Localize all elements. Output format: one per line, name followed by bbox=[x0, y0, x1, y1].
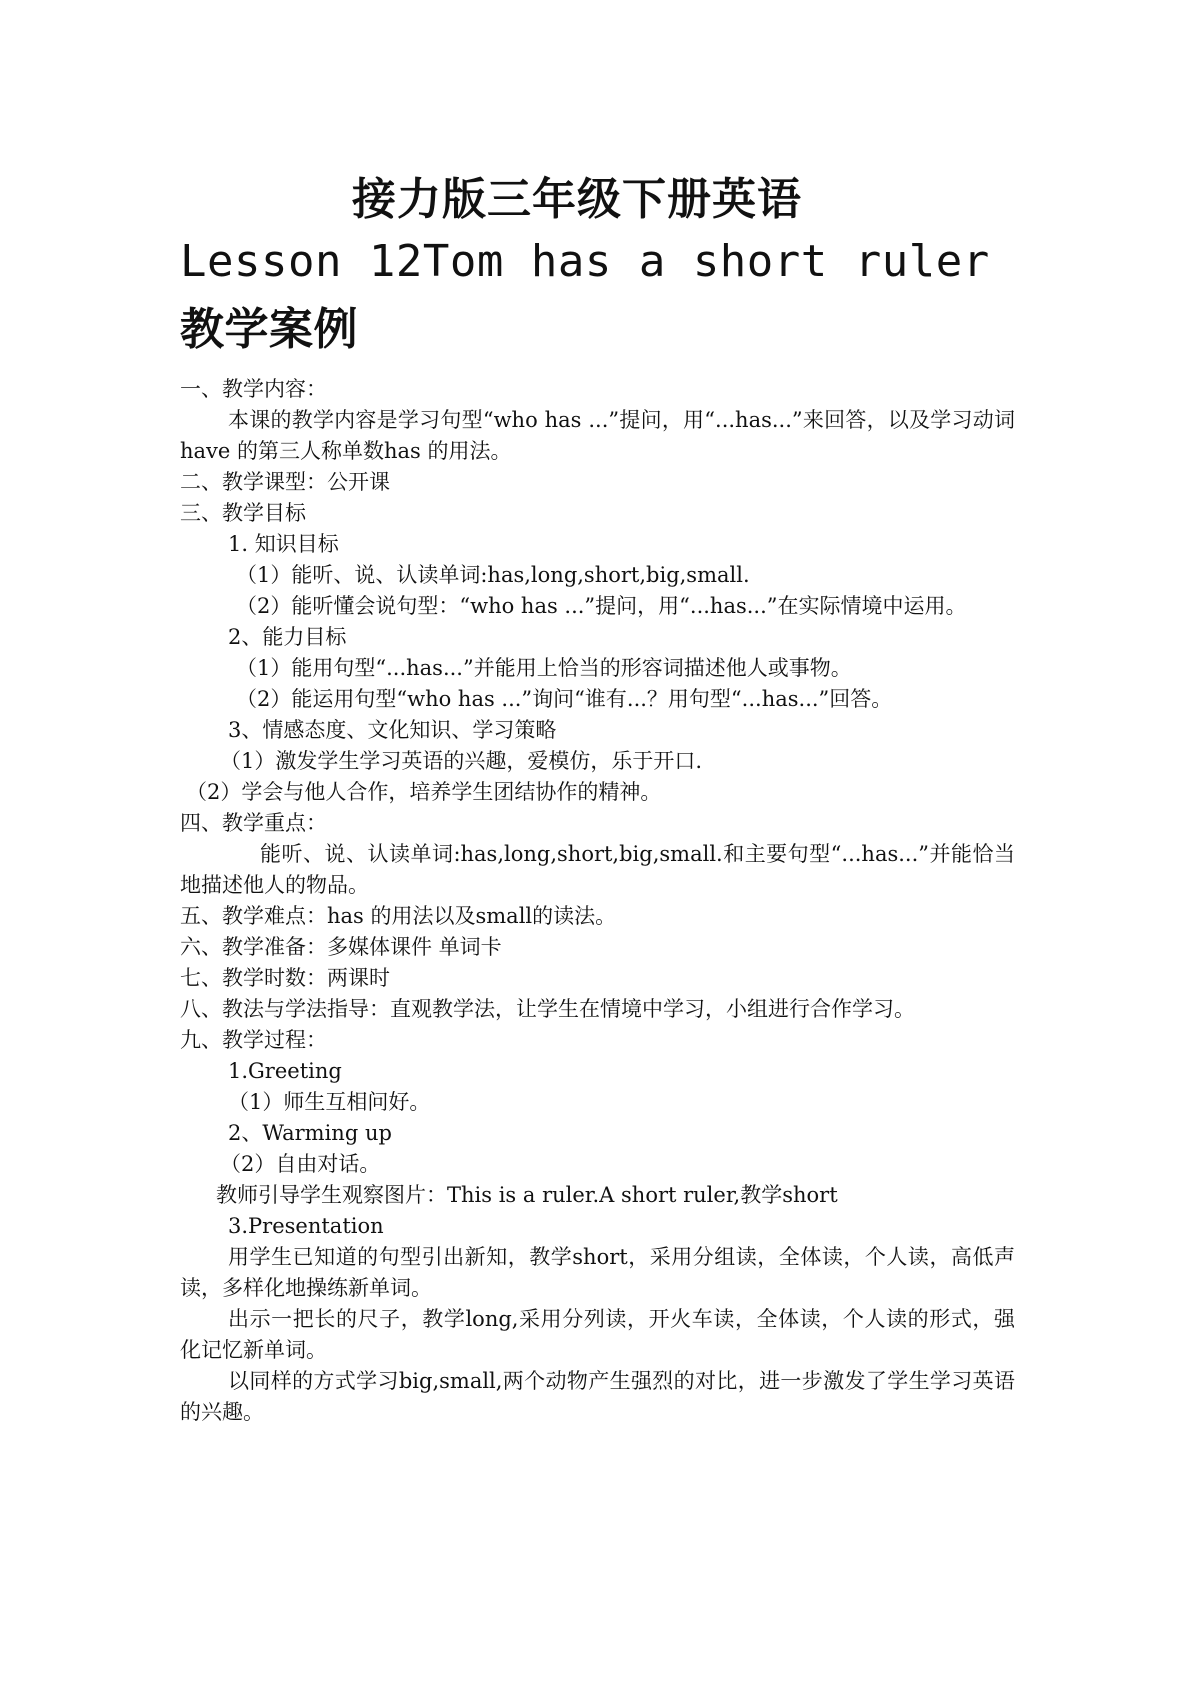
ability-goal-1: （1）能用句型“...has...”并能用上恰当的形容词描述他人或事物。 bbox=[236, 656, 852, 680]
section-1-paragraph: 本课的教学内容是学习句型“who has ...”提问，用“...has...”来回答，以及学习动词have 的第三人称单数has 的用法。 bbox=[180, 408, 1015, 463]
section-6: 六、教学准备：多媒体课件 单词卡 bbox=[180, 935, 502, 959]
title-line-1: 接力版三年级下册英语 bbox=[352, 174, 802, 225]
step-warming-up-1: （2）自由对话。 bbox=[220, 1152, 381, 1176]
step-warming-up-2: 教师引导学生观察图片：This is a ruler.A short ruler,教学short bbox=[216, 1183, 838, 1207]
step-warming-up: 2、Warming up bbox=[228, 1121, 392, 1145]
knowledge-goal-2: （2）能听懂会说句型：“who has ...”提问，用“...has...”在实际情境中运用。 bbox=[236, 594, 967, 618]
section-3-heading: 三、教学目标 bbox=[180, 501, 306, 525]
step-greeting: 1.Greeting bbox=[228, 1059, 342, 1083]
ability-goal-2: （2）能运用句型“who has ...”询问“谁有...？用句型“...has...”回答。 bbox=[236, 687, 893, 711]
presentation-paragraph-3: 以同样的方式学习big,small,两个动物产生强烈的对比，进一步激发了学生学习英语的兴趣。 bbox=[180, 1369, 1015, 1424]
section-4-paragraph: 能听、说、认读单词:has,long,short,big,small.和主要句型“...has...”并能恰当地描述他人的物品。 bbox=[180, 842, 1015, 897]
presentation-paragraph-2: 出示一把长的尺子，教学long,采用分列读，开火车读，全体读，个人读的形式，强化记忆新单词。 bbox=[180, 1307, 1015, 1362]
section-8: 八、教法与学法指导：直观教学法，让学生在情境中学习，小组进行合作学习。 bbox=[180, 997, 915, 1021]
title-line-2 bbox=[180, 228, 1010, 364]
section-5: 五、教学难点：has 的用法以及small的读法。 bbox=[180, 904, 617, 928]
title-lesson-name: Lesson 12Tom has a short ruler bbox=[180, 236, 990, 287]
knowledge-goal-1: （1）能听、说、认读单词:has,long,short,big,small. bbox=[236, 563, 750, 587]
step-presentation: 3.Presentation bbox=[228, 1214, 384, 1238]
section-1-heading: 一、教学内容： bbox=[180, 377, 327, 401]
document-body bbox=[180, 374, 1015, 1428]
ability-goal-heading: 2、能力目标 bbox=[228, 625, 347, 649]
affective-goal-1: （1）激发学生学习英语的兴趣，爱模仿，乐于开口. bbox=[220, 749, 703, 773]
knowledge-goal-heading: 1. 知识目标 bbox=[228, 532, 339, 556]
title-suffix: 教学案例 bbox=[180, 304, 358, 355]
section-9-heading: 九、教学过程： bbox=[180, 1028, 327, 1052]
affective-goal-2: （2）学会与他人合作，培养学生团结协作的精神。 bbox=[186, 780, 662, 804]
section-4-heading: 四、教学重点： bbox=[180, 811, 327, 835]
presentation-paragraph-1: 用学生已知道的句型引出新知，教学short，采用分组读，全体读，个人读，高低声读，多样化地操练新单词。 bbox=[180, 1245, 1015, 1300]
affective-goal-heading: 3、情感态度、文化知识、学习策略 bbox=[228, 718, 557, 742]
step-greeting-1: （1）师生互相问好。 bbox=[228, 1090, 431, 1114]
section-2: 二、教学课型：公开课 bbox=[180, 470, 390, 494]
section-7: 七、教学时数：两课时 bbox=[180, 966, 390, 990]
